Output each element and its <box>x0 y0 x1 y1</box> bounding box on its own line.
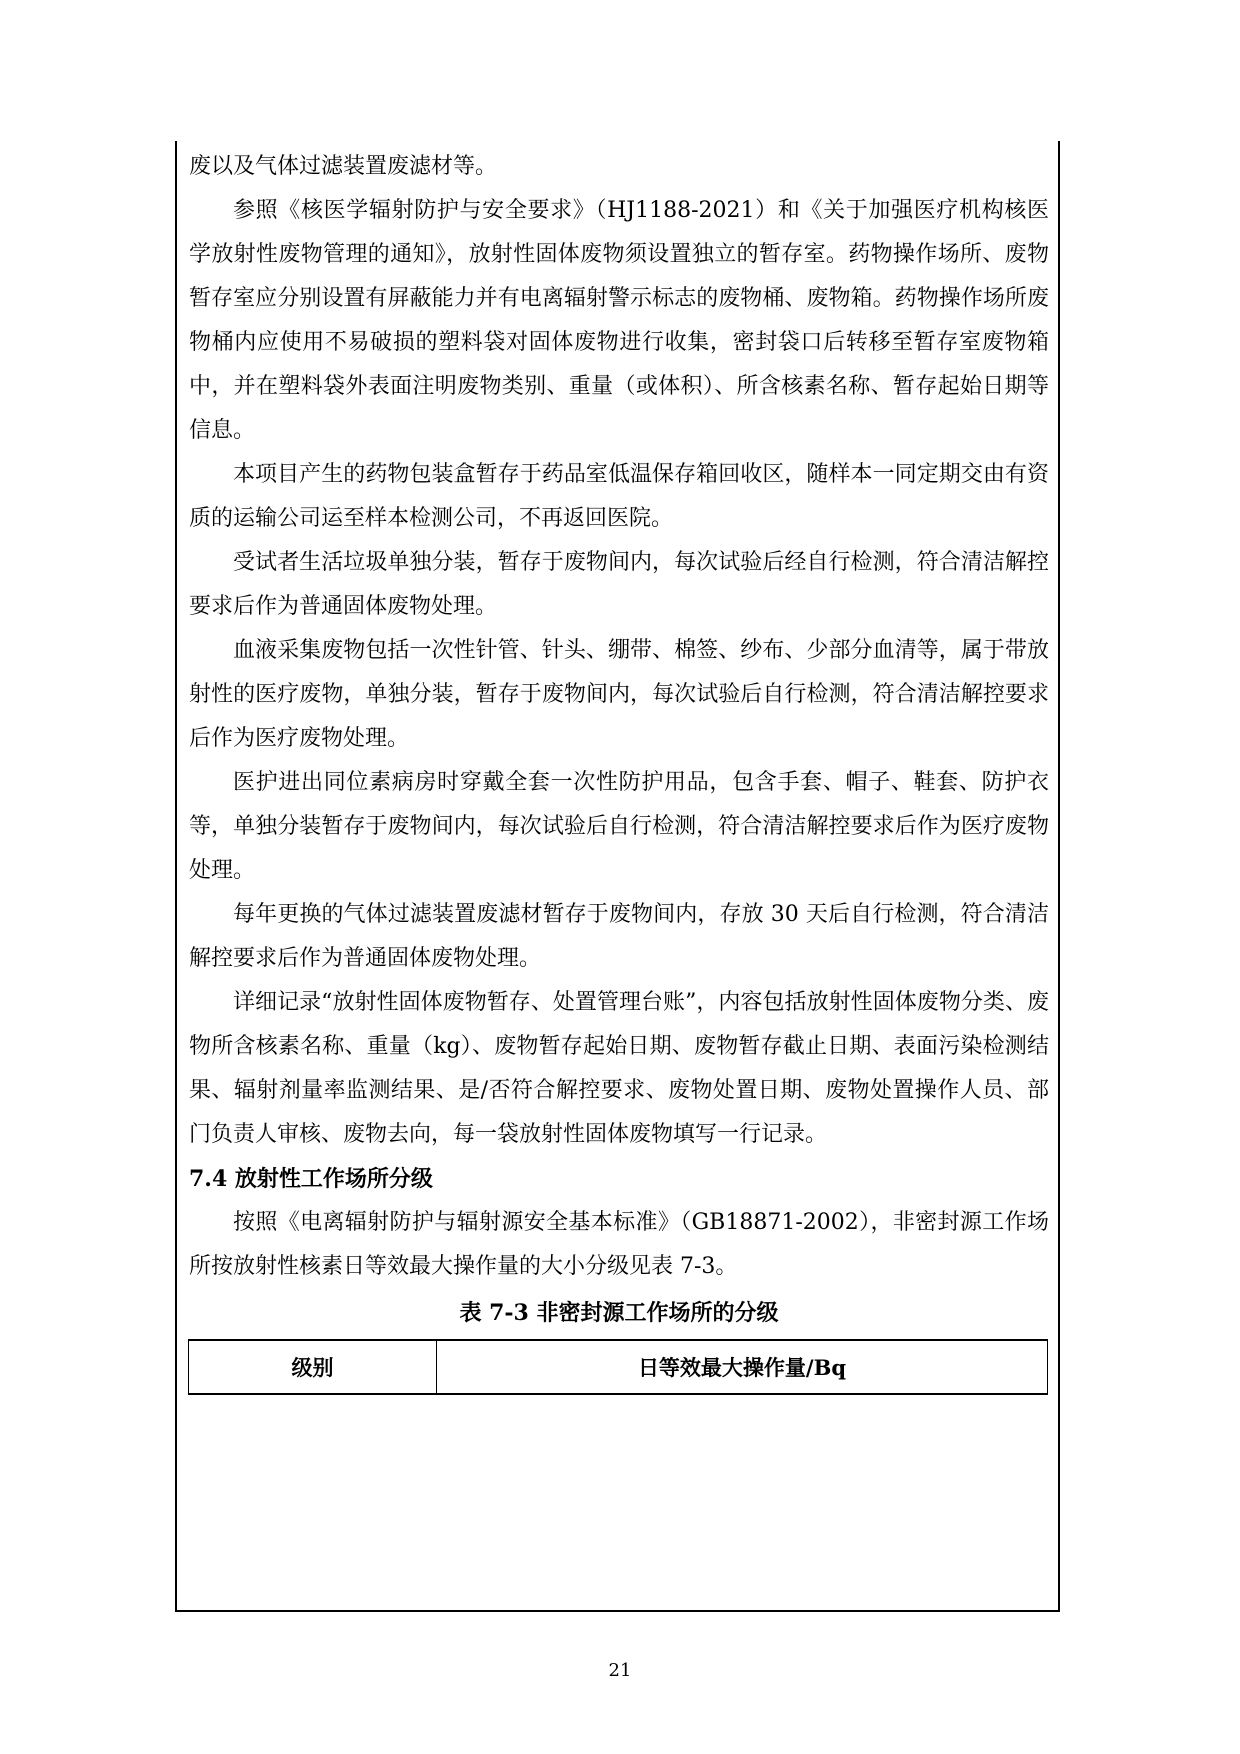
paragraph: 受试者生活垃圾单独分装，暂存于废物间内，每次试验后经自行检测，符合清洁解控要求后作为普通固体废物处理。 <box>189 550 1049 619</box>
paragraph: 参照《核医学辐射防护与安全要求》（HJ1188-2021）和《关于加强医疗机构核医学放射性废物管理的通知》，放射性固体废物须设置独立的暂存室。药物操作场所、废物暂存室应分别设置有屏蔽能力并有电离辐射警示标志的废物桶、废物箱。药物操作场所废物桶内应使用不易破损的塑料袋对固体废物进行收集，密封袋口后转移至暂存室废物箱中，并在塑料袋外表面注明废物类别、重量（或体积）、所含核素名称、暂存起始日期等信息。 <box>189 198 1049 443</box>
paragraph: 血液采集废物包括一次性针管、针头、绷带、棉签、纱布、少部分血清等，属于带放射性的医疗废物，单独分装，暂存于废物间内，每次试验后自行检测，符合清洁解控要求后作为医疗废物处理。 <box>189 638 1049 751</box>
table-header-level: 级别 <box>189 1340 437 1394</box>
paragraph: 医护进出同位素病房时穿戴全套一次性防护用品，包含手套、帽子、鞋套、防护衣等，单独分装暂存于废物间内，每次试验后自行检测，符合清洁解控要求后作为医疗废物处理。 <box>189 770 1049 883</box>
document-body <box>189 145 1049 1395</box>
table-header-row <box>189 1340 1048 1394</box>
paragraph: 详细记录“放射性固体废物暂存、处置管理台账”，内容包括放射性固体废物分类、废物所含核素名称、重量（kg）、废物暂存起始日期、废物暂存截止日期、表面污染检测结果、辐射剂量率监测结果、是/否符合解控要求、废物处置日期、废物处置操作人员、部门负责人审核、废物去向，每一袋放射性固体废物填写一行记录。 <box>189 990 1049 1147</box>
table-caption: 表 7-3 非密封源工作场所的分级 <box>459 1300 779 1326</box>
paragraph: 每年更换的气体过滤装置废滤材暂存于废物间内，存放 30 天后自行检测，符合清洁解控要求后作为普通固体废物处理。 <box>189 902 1049 971</box>
table-header-quantity: 日等效最大操作量/Bq <box>437 1340 1048 1394</box>
paragraph-continuation: 废以及气体过滤装置废滤材等。 <box>189 154 498 179</box>
section-heading: 7.4 放射性工作场所分级 <box>189 1166 433 1192</box>
page-number: 21 <box>608 1660 632 1681</box>
section-paragraph: 按照《电离辐射防护与辐射源安全基本标准》（GB18871-2002），非密封源工作场所按放射性核素日等效最大操作量的大小分级见表 7-3。 <box>189 1210 1049 1279</box>
paragraph: 本项目产生的药物包装盒暂存于药品室低温保存箱回收区，随样本一同定期交由有资质的运输公司运至样本检测公司，不再返回医院。 <box>189 462 1049 531</box>
classification-table <box>188 1339 1048 1395</box>
